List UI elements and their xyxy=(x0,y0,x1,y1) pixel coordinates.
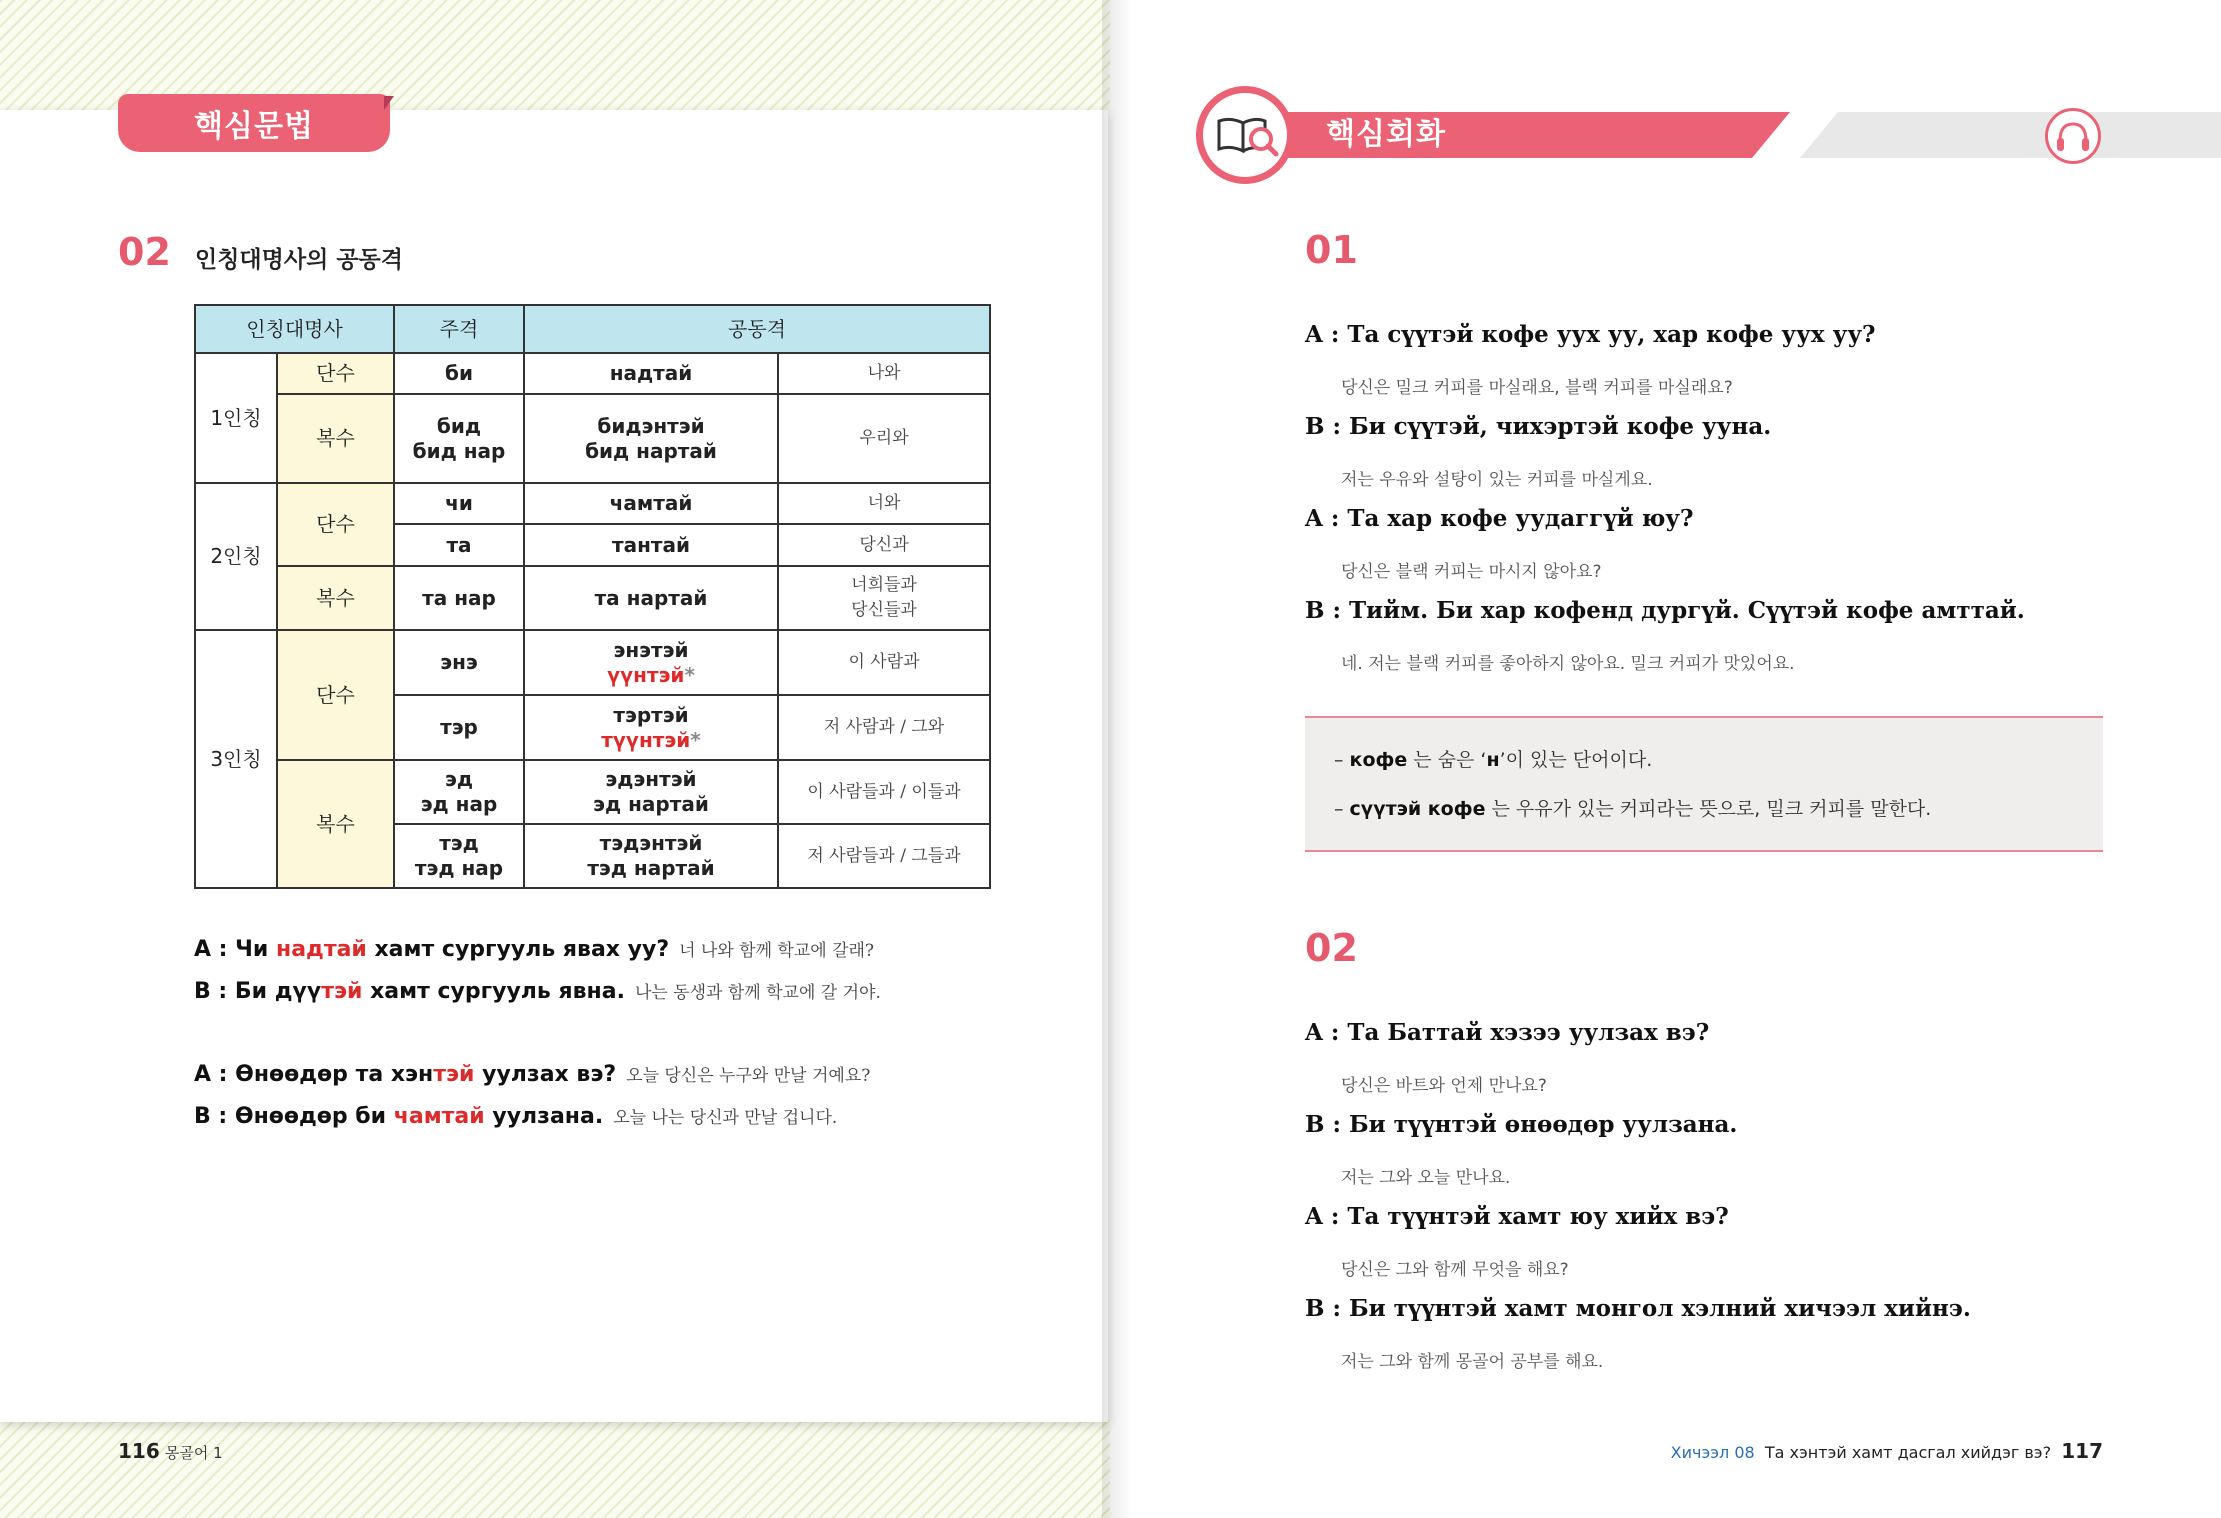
lesson-number: Хичээл 08 xyxy=(1670,1443,1755,1462)
page-number: 116 xyxy=(118,1439,160,1463)
grammar-tab xyxy=(118,94,390,152)
example-translation: 나는 동생과 함께 학교에 갈 거야. xyxy=(634,983,881,1003)
nominative-cell xyxy=(394,394,524,483)
grammar-tab-label: 핵심문법 xyxy=(194,109,314,144)
comitative-cell: надтай xyxy=(524,353,778,394)
nominative-text: тэд xyxy=(439,831,479,855)
nominative-cell: энэ xyxy=(394,630,524,695)
comitative-cell: та нартай xyxy=(524,566,778,630)
nominative-text: бид нар xyxy=(412,438,506,463)
comitative-cell: чамтай xyxy=(524,483,778,524)
nominative-text: тэд нар xyxy=(414,856,504,880)
table-header-row xyxy=(195,305,990,353)
table-row xyxy=(195,483,990,524)
nominative-cell: та нар xyxy=(394,566,524,630)
header-nominative: 주격 xyxy=(394,305,524,353)
comitative-cell xyxy=(524,824,778,888)
number-plural: 복수 xyxy=(277,566,394,630)
example-highlight: тэй xyxy=(321,979,363,1004)
number-plural: 복수 xyxy=(277,394,394,483)
table-row xyxy=(195,630,990,695)
right-footer xyxy=(1671,1439,2103,1463)
lesson-title: Та хэнтэй хамт дасгал хийдэг вэ? xyxy=(1764,1443,2052,1462)
comitative-text: тэдэнтэй xyxy=(599,831,703,855)
korean-cell: 우리와 xyxy=(778,394,990,483)
note-letter: н xyxy=(1486,749,1500,771)
korean-cell: 저 사람들과 / 그들과 xyxy=(778,824,990,888)
note-keyword: сүүтэй кофе xyxy=(1349,798,1486,820)
nominative-cell: та xyxy=(394,524,524,566)
group-first-person: 1인칭 xyxy=(195,353,277,483)
group-second-person: 2인칭 xyxy=(195,483,277,630)
table-row xyxy=(195,394,990,483)
dialog-line: B : Би сүүтэй, чихэртэй кофе ууна. xyxy=(1305,413,1772,440)
example-translation: 너 나와 함께 학교에 갈래? xyxy=(679,941,875,961)
section-title: 인칭대명사의 공동격 xyxy=(195,247,403,273)
nominative-cell xyxy=(394,824,524,888)
dialog-line: B : Би түүнтэй өнөөдөр уулзана. xyxy=(1305,1111,1738,1138)
dialog-translation: 당신은 바트와 언제 만나요? xyxy=(1341,1076,1547,1096)
headphones-icon[interactable] xyxy=(2045,108,2101,164)
nominative-cell: би xyxy=(394,353,524,394)
comitative-text: бид нартай xyxy=(585,438,717,463)
number-singular: 단수 xyxy=(277,630,394,760)
comitative-text: бидэнтэй xyxy=(597,413,705,438)
pronoun-table xyxy=(194,304,991,889)
dialog-translation: 저는 그와 함께 몽골어 공부를 해요. xyxy=(1341,1352,1604,1372)
example-sentence: A : Чи надтай хамт сургууль явах уу? 너 나와 함께 학교에 갈래? xyxy=(194,937,875,962)
example-sentence: B : Өнөөдөр би чамтай уулзана. 오늘 나는 당신과 만날 겁니다. xyxy=(194,1104,838,1129)
comitative-text: тэд нартай xyxy=(587,856,715,880)
korean-cell: 이 사람들과 / 이들과 xyxy=(778,760,990,824)
korean-cell: 나와 xyxy=(778,353,990,394)
comitative-text-alt xyxy=(531,663,771,688)
example-highlight: чамтай xyxy=(393,1104,485,1129)
dialog-translation: 당신은 그와 함께 무엇을 해요? xyxy=(1341,1260,1569,1280)
page-number: 117 xyxy=(2061,1439,2103,1463)
header-pronoun: 인칭대명사 xyxy=(195,305,394,353)
note-box xyxy=(1305,716,2103,852)
comitative-text: энэтэй xyxy=(613,637,689,662)
korean-cell: 이 사람과 xyxy=(778,630,990,695)
korean-text: 너희들과 xyxy=(851,575,917,595)
dialog-number: 01 xyxy=(1305,228,1358,272)
note-line: – сүүтэй кофе 는 우유가 있는 커피라는 뜻으로, 밀크 커피를 말한다. xyxy=(1334,798,1932,820)
example-highlight: тэй xyxy=(433,1062,475,1087)
header-comitative: 공동격 xyxy=(524,305,990,353)
dialog-line: B : Би түүнтэй хамт монгол хэлний хичээл хийнэ. xyxy=(1305,1295,1971,1322)
dialog-line: A : Та сүүтэй кофе уух уу, хар кофе уух уу? xyxy=(1305,321,1876,348)
nominative-cell: чи xyxy=(394,483,524,524)
dialog-translation: 저는 우유와 설탕이 있는 커피를 마실게요. xyxy=(1341,470,1653,490)
comitative-text: эдэнтэй xyxy=(605,767,697,791)
comitative-cell: тантай xyxy=(524,524,778,566)
dialog-line: A : Та Баттай хэзээ уулзах вэ? xyxy=(1305,1019,1710,1046)
nominative-cell xyxy=(394,760,524,824)
section-number: 02 xyxy=(118,230,171,274)
book-title: 몽골어 1 xyxy=(164,1444,223,1462)
comitative-text: тэртэй xyxy=(613,702,689,727)
header-gray-bar xyxy=(1800,112,2221,158)
nominative-text: эд xyxy=(444,767,473,791)
korean-cell: 저 사람과 / 그와 xyxy=(778,695,990,760)
dialog-translation: 네. 저는 블랙 커피를 좋아하지 않아요. 밀크 커피가 맛있어요. xyxy=(1341,654,1795,674)
korean-text: 당신들과 xyxy=(851,600,917,620)
table-row xyxy=(195,566,990,630)
korean-cell: 너와 xyxy=(778,483,990,524)
comitative-cell xyxy=(524,695,778,760)
footer-pattern xyxy=(0,1420,1110,1518)
comitative-cell xyxy=(524,760,778,824)
dialog-translation: 저는 그와 오늘 만나요. xyxy=(1341,1168,1511,1188)
comitative-text-alt xyxy=(531,728,771,753)
dialog-line: A : Та түүнтэй хамт юу хийх вэ? xyxy=(1305,1203,1729,1230)
page-gutter xyxy=(1102,0,1132,1518)
example-sentence: A : Өнөөдөр та хэнтэй уулзах вэ? 오늘 당신은 누구와 만날 거예요? xyxy=(194,1062,871,1087)
tab-fold xyxy=(384,96,394,110)
number-plural: 복수 xyxy=(277,760,394,888)
dialog-translation: 당신은 블랙 커피는 마시지 않아요? xyxy=(1341,562,1602,582)
footnote-star: * xyxy=(690,727,701,752)
book-magnifier-icon xyxy=(1196,86,1294,184)
comitative-cell xyxy=(524,394,778,483)
footnote-star: * xyxy=(684,662,695,687)
example-translation: 오늘 당신은 누구와 만날 거예요? xyxy=(626,1066,871,1086)
conversation-tab-label: 핵심회화 xyxy=(1326,117,1446,152)
nominative-text: бид xyxy=(436,413,482,438)
korean-cell xyxy=(778,566,990,630)
example-sentence: B : Би дүүтэй хамт сургууль явна. 나는 동생과 함께 학교에 갈 거야. xyxy=(194,979,881,1004)
note-line: – кофе 는 숨은 ‘н’이 있는 단어이다. xyxy=(1334,749,1653,771)
number-singular: 단수 xyxy=(277,353,394,394)
dialog-number: 02 xyxy=(1305,926,1358,970)
comitative-cell xyxy=(524,630,778,695)
dialog-line: B : Тийм. Би хар кофенд дургүй. Сүүтэй кофе амттай. xyxy=(1305,597,2025,624)
dialog-line: A : Та хар кофе уудаггүй юу? xyxy=(1305,505,1694,532)
comitative-highlight: түүнтэй xyxy=(601,727,691,752)
dialog-translation: 당신은 밀크 커피를 마실래요, 블랙 커피를 마실래요? xyxy=(1341,378,1733,398)
korean-cell: 당신과 xyxy=(778,524,990,566)
example-translation: 오늘 나는 당신과 만날 겁니다. xyxy=(613,1108,838,1128)
comitative-text: эд нартай xyxy=(593,792,709,816)
note-keyword: кофе xyxy=(1349,749,1408,771)
table-row xyxy=(195,353,990,394)
example-highlight: надтай xyxy=(276,937,367,962)
number-singular: 단수 xyxy=(277,483,394,566)
table-row xyxy=(195,760,990,824)
nominative-cell: тэр xyxy=(394,695,524,760)
group-third-person: 3인칭 xyxy=(195,630,277,888)
comitative-highlight: үүнтэй xyxy=(607,662,685,687)
left-footer xyxy=(118,1439,223,1463)
nominative-text: эд нар xyxy=(420,792,498,816)
